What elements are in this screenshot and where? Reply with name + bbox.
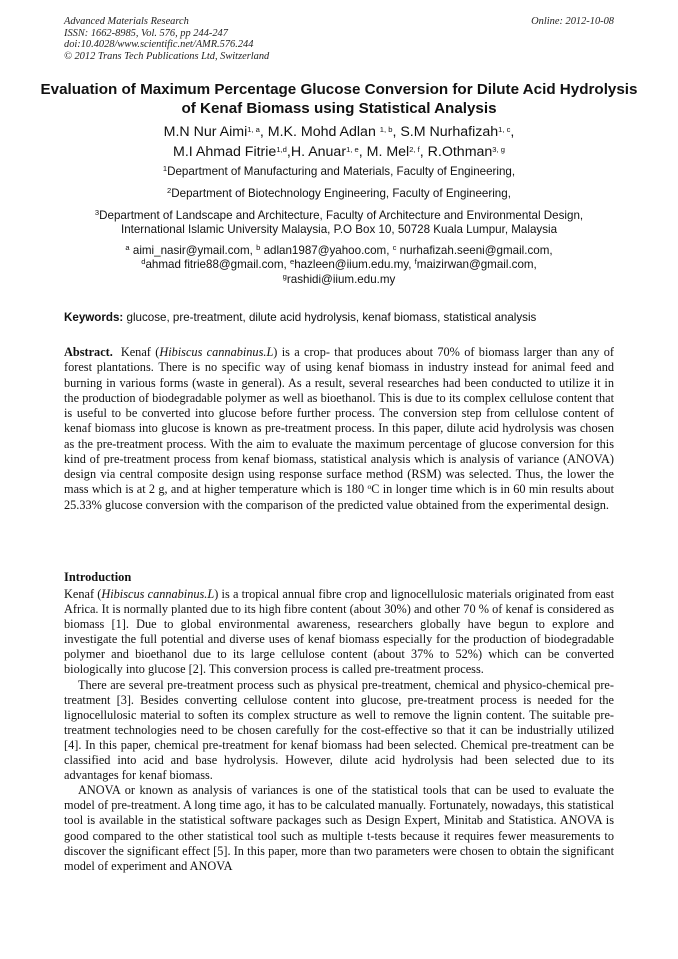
author: S.M Nurhafizah$^{1, c}$, bbox=[400, 124, 515, 140]
email-line: $^d$ahmad fitrie88@gmail.com, $^e$hazleen@iium.edu.my, $^f$maizirwan@gmail.com, bbox=[141, 257, 537, 272]
author: H. Anuar$^{1, e}$, bbox=[290, 144, 367, 160]
author-line bbox=[40, 122, 638, 142]
affiliation: $^1$Department of Manufacturing and Materials, Faculty of Engineering, bbox=[162, 164, 516, 178]
author: M. Mel$^{2, f}$, bbox=[366, 144, 428, 160]
email-line: $^g$rashidi@iium.edu.my bbox=[282, 271, 396, 286]
copyright-line: © 2012 Trans Tech Publications Ltd, Switzerland bbox=[64, 50, 270, 62]
paragraph: Kenaf (Hibiscus cannabinus.L) is a tropical annual fibre crop and lignocellulosic materials originated from east Africa. It is normally planted due to its high fibre content (about 30%) and other 70 % of kenaf is considered as biomass [1]. Due to global environmental awareness, researchers globally have begun to explore and investigate the full potential and diverse uses of kenaf biomass especially for the production of biodegradable polymer and bioethanol due to its large cellulose content (about 37% to 52%) which can be converted biologically into glucose [2]. This conversion process is called pre-treatment process. bbox=[64, 587, 614, 677]
author: R.Othman$^{3, g}$ bbox=[427, 144, 505, 160]
keywords bbox=[64, 311, 620, 325]
paragraph: ANOVA or known as analysis of variances is one of the statistical tools that can be used to evaluate the model of pre-treatment. A long time ago, it has to be calculated manually. Fortunately, nowadays, this statistical tool is available in the statistical software packages such as Design Expert, Minitab and Statistica. ANOVA is good compared to the other statistical tool such as multiple t-tests because it requires fewer measurements to discover the significant effect [5]. In this paper, more than two parameters were chosen to obtain the significant model of experiment and ANOVA bbox=[64, 783, 614, 873]
introduction-body bbox=[64, 587, 614, 874]
issn-line: ISSN: 1662-8985, Vol. 576, pp 244-247 bbox=[64, 27, 228, 39]
online-date: Online: 2012-10-08 bbox=[531, 16, 614, 27]
affiliation: $^3$Department of Landscape and Architecture, Faculty of Architecture and Environmental Design, International Islamic University Malaysia, P.O Box 10, 50728 Kuala Lumpur, Malaysia bbox=[94, 208, 584, 236]
paragraph: There are several pre-treatment process such as physical pre-treatment, chemical and physico-chemical pre-treatment [3]. Besides converting cellulose content into glucose, pre-treatment process is needed for the lignocellulosic material to soften its complex structure as well to remove the lignin content. The suitable pre-treatment technologies need to be chosen carefully for the cost-effective so that it can be industrially utilized [4]. In this paper, chemical pre-treatment for kenaf biomass had been selected. Chemical pre-treatment can be classified into acid and base hydrolysis. However, dilute acid hydrolysis had been selected due to its advantages for kenaf biomass. bbox=[64, 677, 614, 783]
keywords-text: glucose, pre-treatment, dilute acid hydrolysis, kenaf biomass, statistical analysis bbox=[123, 311, 537, 324]
affiliation: $^2$Department of Biotechnology Engineering, Faculty of Engineering, bbox=[167, 186, 511, 200]
journal-header bbox=[64, 16, 364, 62]
abstract: Abstract. Kenaf (Hibiscus cannabinus.L) is a crop- that produces about 70% of biomass larger than any of forest plantations. There is no specific way of using kenaf biomass in industry instead for animal feed and burning in various forms (waste in general). As a result, several researches had been conducted to utilize it in the production of biodegradable polymer as well as bioethanol. This is due to its complex cellulose content that is useful to be converted into glucose before further process. The conversion step from cellulose content of kenaf biomass into glucose is known as pre-treatment process. In this paper, dilute acid hydrolysis was chosen as the pre-treatment process. With the aim to evaluate the maximum percentage of glucose conversion for this kind of pre-treatment process from kenaf biomass, statistical analysis which is analysis of variance (ANOVA) design via central composite design using response surface method (RSM) was selected. Thus, the lower the mass which is at 2 g, and at higher temperature which is 180 $^o$C in longer time which is in 60 min results about 25.33% glucose conversion with the comparison of the predicted value obtained from the experimental design. bbox=[64, 345, 615, 512]
section-heading-introduction: Introduction bbox=[64, 570, 132, 584]
author-line bbox=[40, 142, 638, 162]
species-name: Hibiscus cannabinus.L bbox=[101, 587, 215, 601]
species-name: Hibiscus cannabinus.L bbox=[159, 345, 274, 359]
email-line: $^a$ aimi_nasir@ymail.com, $^b$ adlan1987@yahoo.com, $^c$ nurhafizah.seeni@gmail.com, bbox=[125, 243, 553, 257]
email-list bbox=[40, 244, 638, 287]
author: M.I Ahmad Fitrie$^{1,d}$, bbox=[173, 144, 291, 160]
affiliation-list bbox=[20, 165, 658, 242]
keywords-label: Keywords: bbox=[64, 311, 124, 324]
author: M.N Nur Aimi$^{1, a}$, bbox=[163, 124, 268, 140]
paper-title: Evaluation of Maximum Percentage Glucose Conversion for Dilute Acid Hydrolysis of Kenaf Biomass using Statistical Analysis bbox=[40, 81, 638, 117]
journal-name: Advanced Materials Research bbox=[64, 16, 189, 27]
author-list bbox=[40, 122, 638, 162]
doi-line: doi:10.4028/www.scientific.net/AMR.576.244 bbox=[64, 39, 254, 51]
author: M.K. Mohd Adlan $^{1, b}$, bbox=[267, 124, 401, 140]
abstract-label: Abstract. bbox=[64, 345, 113, 359]
